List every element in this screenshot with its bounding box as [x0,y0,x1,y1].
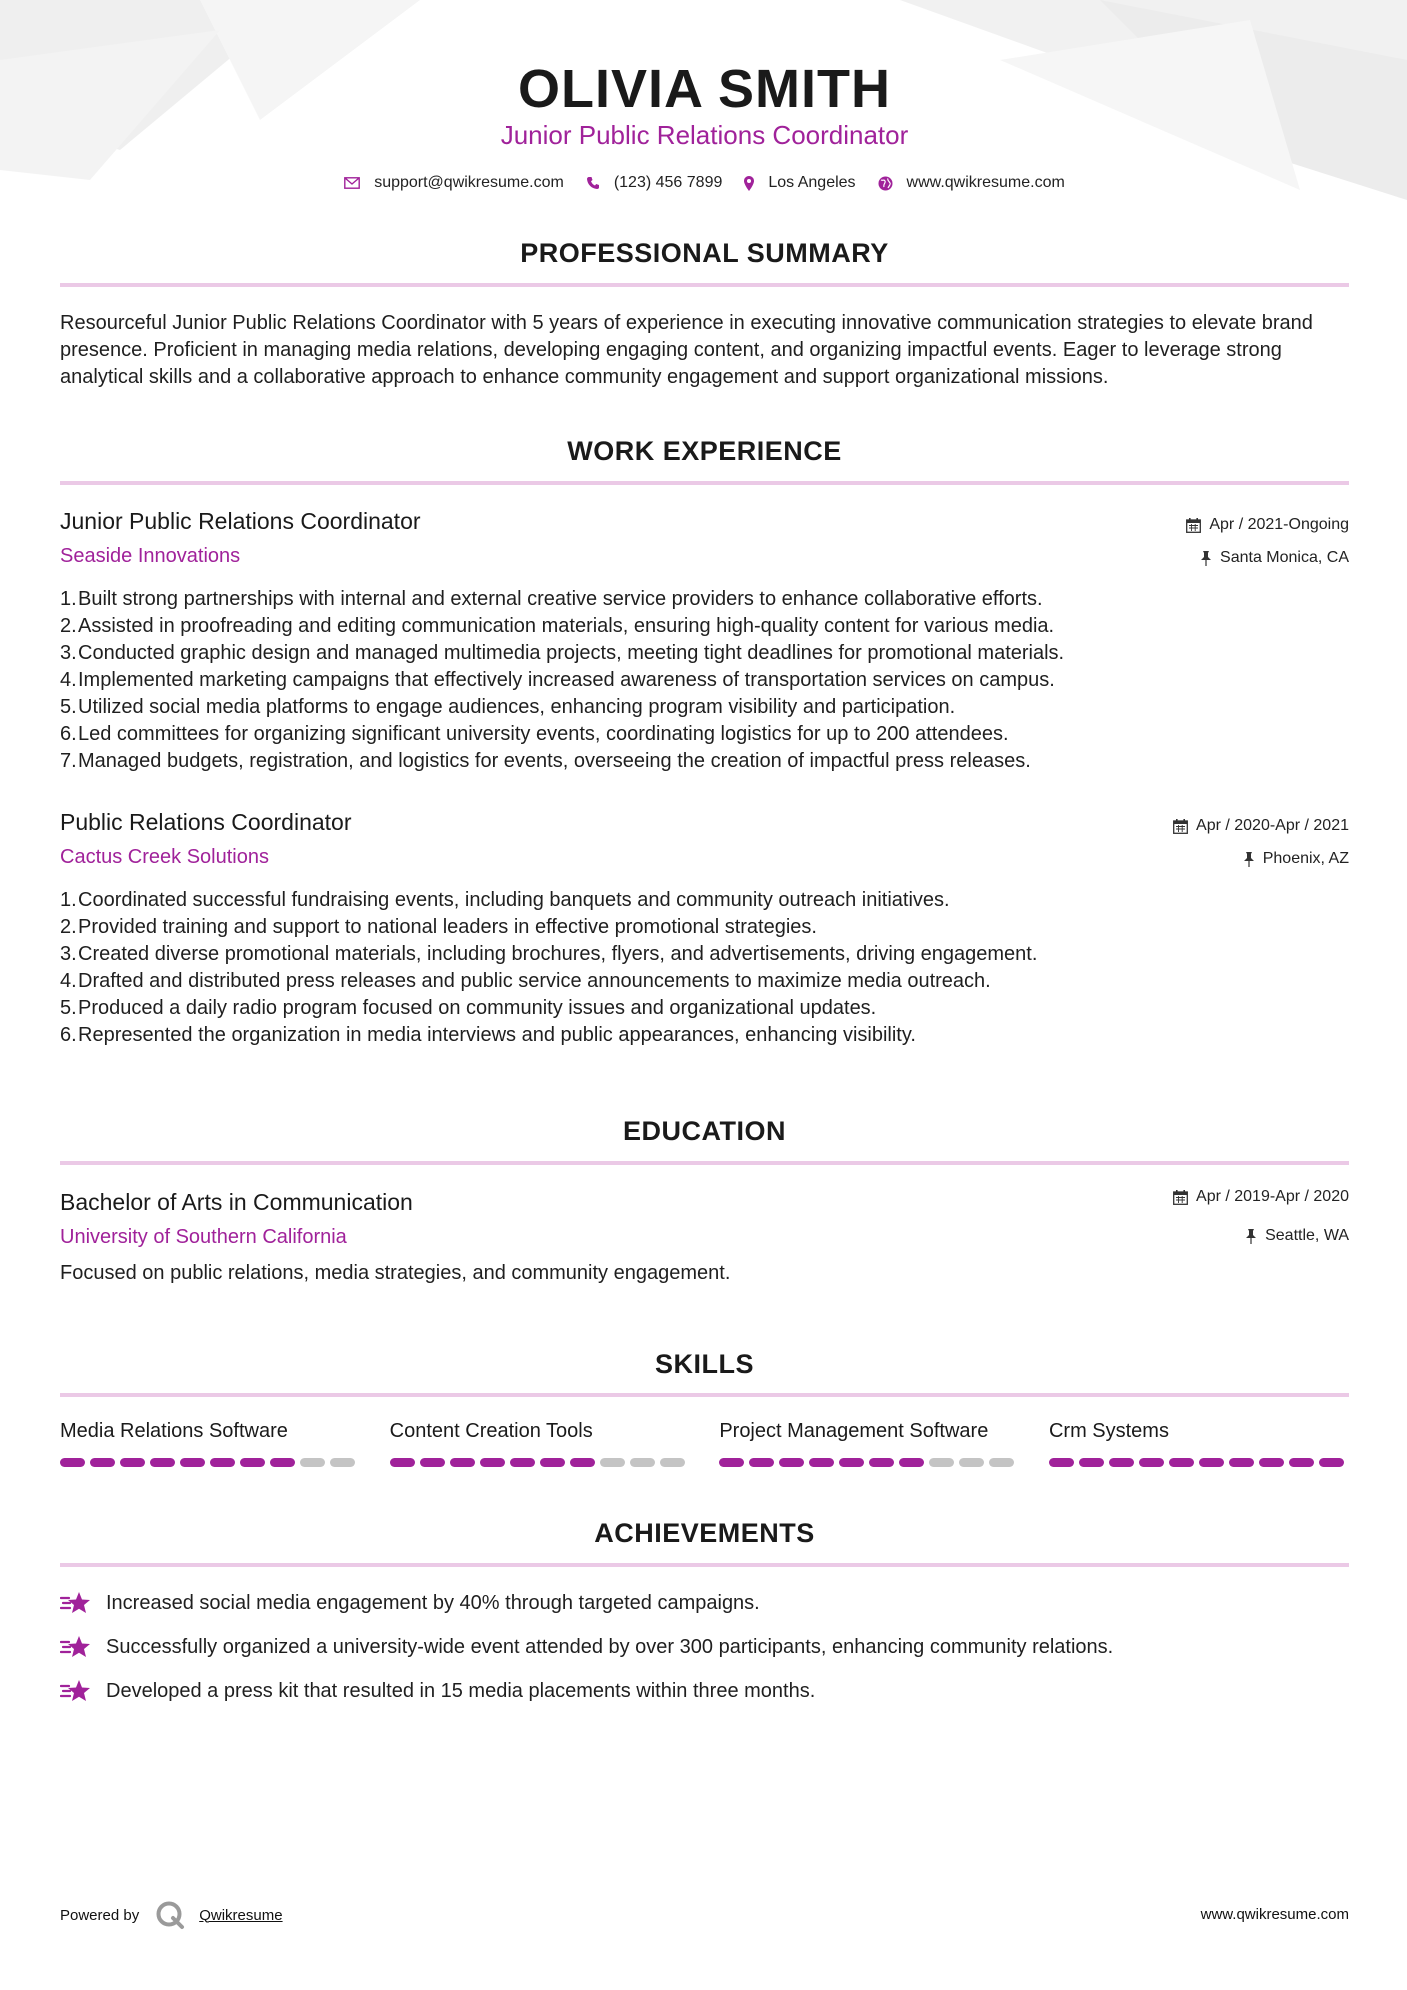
job-dates-text: Apr / 2021-Ongoing [1209,516,1349,533]
skill-segment-filled [540,1458,565,1467]
skill-level-bar [60,1458,360,1467]
skill-segment-filled [809,1458,834,1467]
education-heading: EDUCATION [623,1116,786,1146]
footer-powered-by [60,1900,283,1930]
skill-segment-empty [989,1458,1014,1467]
skill-segment-filled [1169,1458,1194,1467]
list-item: 7. Managed budgets, registration, and logistics for events, overseeing the creation of impactful press releases. [60,750,1031,772]
qwikresume-link[interactable]: Qwikresume [199,1906,283,1924]
envelope-icon [344,177,360,189]
skill-level-bar [719,1458,1019,1467]
skill-segment-empty [600,1458,625,1467]
skills-divider [60,1393,1349,1397]
summary-text: Resourceful Junior Public Relations Coordinator with 5 years of experience in executing innovative communication strategies to elevate brand presence. Proficient in managing media relations, developing engaging content, and organizing impactful events. Eager to leverage strong analytical skills and a collaborative approach to enhance community engagement and support organizational missions. [60,312,1313,388]
skill-level-bar [1049,1458,1349,1467]
skill-segment-filled [240,1458,265,1467]
achievement-text: Developed a press kit that resulted in 15 media placements within three months. [106,1679,816,1702]
experience-heading: WORK EXPERIENCE [567,436,842,466]
skill-segment-filled [120,1458,145,1467]
globe-icon [878,176,893,191]
achievements-divider [60,1563,1349,1567]
skill-name: Project Management Software [719,1420,989,1442]
skill-segment-filled [1259,1458,1284,1467]
shooting-star-icon [60,1678,92,1704]
skill-item [1049,1420,1349,1467]
calendar-icon [1173,1190,1188,1205]
list-item: 3. Conducted graphic design and managed multimedia projects, meeting tight deadlines for promotional materials. [60,642,1065,664]
job-bullets [60,887,1349,1049]
achievement-text: Successfully organized a university-wide event attended by over 300 participants, enhancing community relations. [106,1635,1114,1658]
calendar-icon [1186,518,1201,533]
skill-item [390,1420,690,1467]
education-degree: Bachelor of Arts in Communication [60,1189,413,1215]
achievement-item [60,1678,1349,1704]
calendar-icon [1173,819,1188,834]
contact-location-text: Los Angeles [768,174,856,191]
skill-segment-filled [90,1458,115,1467]
contact-phone[interactable] [586,174,723,192]
footer-website[interactable]: www.qwikresume.com [1200,1906,1349,1923]
summary-heading: PROFESSIONAL SUMMARY [520,238,889,268]
skill-name: Crm Systems [1048,1420,1169,1442]
skills-heading: SKILLS [654,1349,754,1379]
list-item: 4. Implemented marketing campaigns that effectively increased awareness of transportation services on campus. [60,669,1055,691]
skill-segment-empty [630,1458,655,1467]
skill-name: Media Relations Software [60,1420,288,1442]
skill-segment-filled [719,1458,744,1467]
skill-segment-empty [929,1458,954,1467]
shooting-star-icon [60,1590,92,1616]
contact-email[interactable] [344,174,564,192]
skill-segment-filled [270,1458,295,1467]
job-location-text: Phoenix, AZ [1262,850,1349,867]
contact-email-text: support@qwikresume.com [374,174,564,191]
education-location-text: Seattle, WA [1265,1227,1349,1244]
skill-segment-filled [60,1458,85,1467]
skills-list [60,1420,1349,1467]
experience-divider [60,481,1349,485]
list-item: 4. Drafted and distributed press releases and public service announcements to maximize media outreach. [60,970,991,992]
job-location [1243,850,1349,868]
candidate-name: OLIVIA SMITH [518,59,891,119]
skill-level-bar [390,1458,690,1467]
list-item: 2. Provided training and support to national leaders in effective promotional strategies. [60,916,817,938]
skill-segment-empty [660,1458,685,1467]
job-location [1200,549,1349,567]
skill-segment-filled [210,1458,235,1467]
job-dates [1173,817,1349,835]
pushpin-icon [1245,1229,1257,1244]
education-location [1245,1227,1349,1245]
list-item: 3. Created diverse promotional materials, including brochures, flyers, and advertisements, driving engagement. [60,943,1038,965]
skill-segment-empty [330,1458,355,1467]
qwikresume-logo-icon [155,1900,185,1930]
skill-segment-filled [1049,1458,1074,1467]
skill-segment-filled [1289,1458,1314,1467]
job-dates-text: Apr / 2020-Apr / 2021 [1196,817,1349,834]
map-pin-icon [744,176,754,191]
shooting-star-icon [60,1634,92,1660]
skill-item [719,1420,1019,1467]
summary-divider [60,283,1349,287]
contact-website-text: www.qwikresume.com [906,174,1065,191]
list-item: 1. Coordinated successful fundraising events, including banquets and community outreach initiatives. [60,889,950,911]
list-item: 6. Represented the organization in media interviews and public appearances, enhancing visibility. [60,1024,916,1046]
achievement-text: Increased social media engagement by 40% through targeted campaigns. [106,1591,760,1614]
skill-segment-filled [749,1458,774,1467]
job-location-text: Santa Monica, CA [1220,549,1349,566]
pushpin-icon [1200,551,1212,566]
skill-segment-filled [390,1458,415,1467]
skill-segment-filled [1109,1458,1134,1467]
contact-location [744,174,855,192]
job-role: Junior Public Relations Coordinator [60,508,421,534]
achievements-heading: ACHIEVEMENTS [594,1518,815,1548]
skill-segment-empty [959,1458,984,1467]
achievement-item [60,1590,1349,1616]
contact-bar [60,174,1349,192]
list-item: 6. Led committees for organizing significant university events, coordinating logistics for up to 200 attendees. [60,723,1009,745]
job-role: Public Relations Coordinator [60,809,352,835]
phone-icon [586,176,600,190]
skill-segment-filled [1079,1458,1104,1467]
candidate-title: Junior Public Relations Coordinator [500,120,909,150]
skill-segment-filled [899,1458,924,1467]
skill-segment-filled [180,1458,205,1467]
achievement-item [60,1634,1349,1660]
skill-segment-filled [1319,1458,1344,1467]
skill-segment-filled [869,1458,894,1467]
skill-segment-filled [1199,1458,1224,1467]
list-item: 2. Assisted in proofreading and editing communication materials, ensuring high-quality content for various media. [60,615,1055,637]
job-bullets [60,586,1349,775]
skill-segment-filled [1139,1458,1164,1467]
skill-segment-filled [450,1458,475,1467]
skill-segment-filled [1229,1458,1254,1467]
education-dates-text: Apr / 2019-Apr / 2020 [1196,1188,1349,1205]
education-school: University of Southern California [60,1226,347,1248]
powered-by-label: Powered by [60,1906,140,1924]
skill-name: Content Creation Tools [389,1420,593,1442]
list-item: 1. Built strong partnerships with internal and external creative service providers to enhance collaborative efforts. [60,588,1043,610]
skill-segment-filled [839,1458,864,1467]
contact-phone-text: (123) 456 7899 [613,174,723,191]
skill-segment-filled [150,1458,175,1467]
list-item: 5. Produced a daily radio program focused on community issues and organizational updates. [60,997,877,1019]
job-dates [1186,516,1349,534]
list-item: 5. Utilized social media platforms to engage audiences, enhancing program visibility and participation. [60,696,956,718]
contact-website[interactable] [878,174,1065,192]
education-divider [60,1161,1349,1165]
skill-segment-filled [570,1458,595,1467]
skill-segment-empty [300,1458,325,1467]
job-company: Cactus Creek Solutions [60,846,269,868]
education-dates [1173,1188,1349,1206]
skill-segment-filled [420,1458,445,1467]
skill-segment-filled [480,1458,505,1467]
pushpin-icon [1243,852,1255,867]
education-description: Focused on public relations, media strategies, and community engagement. [60,1262,731,1284]
skill-segment-filled [779,1458,804,1467]
skill-segment-filled [510,1458,535,1467]
job-company: Seaside Innovations [60,545,241,567]
skill-item [60,1420,360,1467]
